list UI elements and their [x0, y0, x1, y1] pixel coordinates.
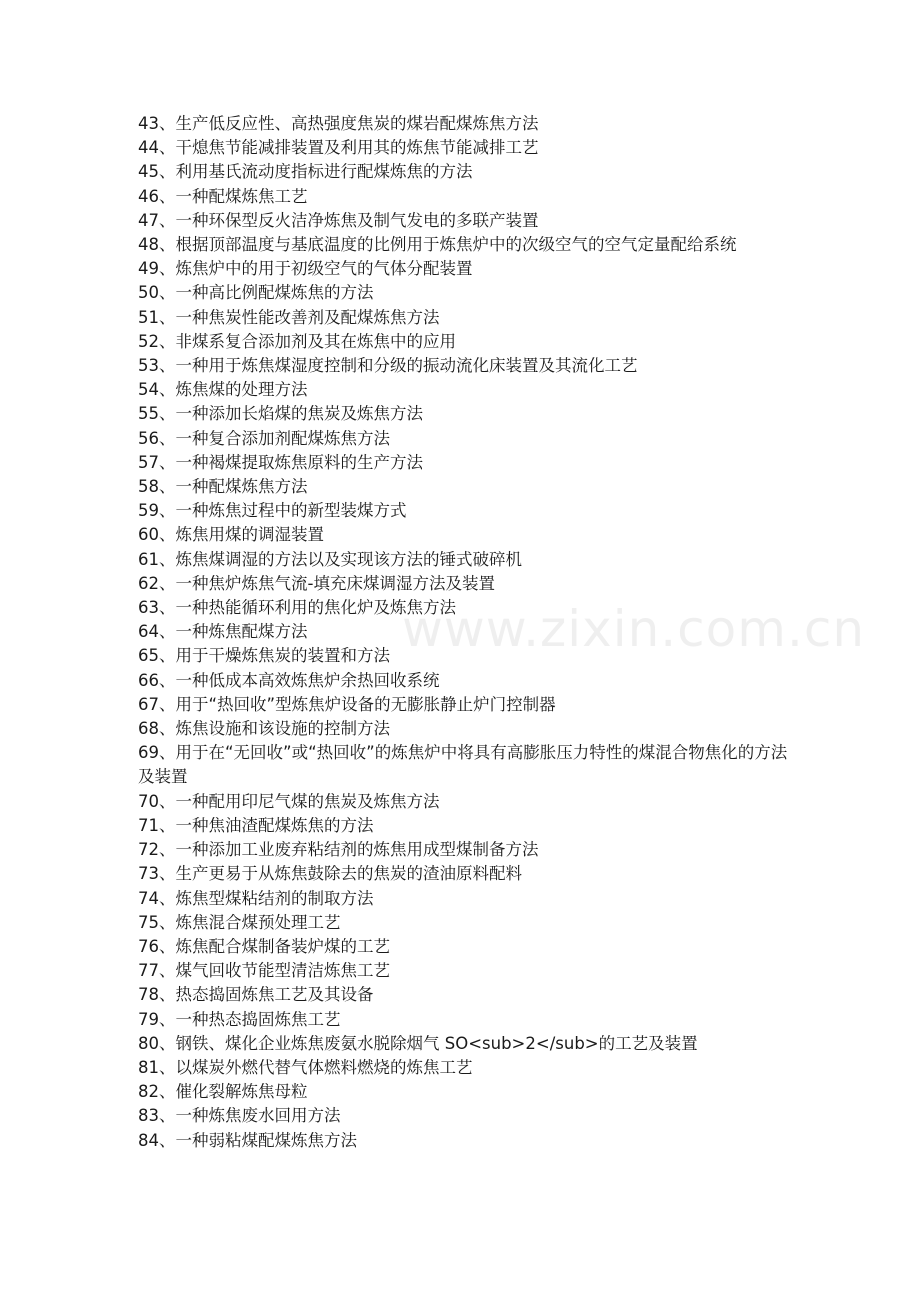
list-item: 44、干熄焦节能减排装置及利用其的炼焦节能减排工艺 — [138, 138, 539, 158]
watermark-text: www.zixin.com.cn — [402, 600, 866, 658]
list-item: 46、一种配煤炼焦工艺 — [138, 186, 308, 206]
list-item: 81、以煤炭外燃代替气体燃料燃烧的炼焦工艺 — [138, 1057, 473, 1077]
list-item: 75、炼焦混合煤预处理工艺 — [138, 912, 341, 932]
list-item: 76、炼焦配合煤制备装炉煤的工艺 — [138, 936, 390, 956]
list-item: 54、炼焦煤的处理方法 — [138, 380, 308, 400]
list-item: 51、一种焦炭性能改善剂及配煤炼焦方法 — [138, 307, 440, 327]
list-item: 60、炼焦用煤的调湿装置 — [138, 525, 324, 545]
list-item: 64、一种炼焦配煤方法 — [138, 622, 308, 642]
list-item: 63、一种热能循环利用的焦化炉及炼焦方法 — [138, 598, 456, 618]
list-item: 72、一种添加工业废弃粘结剂的炼焦用成型煤制备方法 — [138, 840, 539, 860]
list-item: 61、炼焦煤调湿的方法以及实现该方法的锤式破碎机 — [138, 549, 522, 569]
list-item: 62、一种焦炉炼焦气流-填充床煤调湿方法及装置 — [138, 573, 495, 593]
list-item: 56、一种复合添加剂配煤炼焦方法 — [138, 428, 390, 448]
list-item: 69、用于在“无回收”或“热回收”的炼焦炉中将具有高膨胀压力特性的煤混合物焦化的方法及装置 — [138, 743, 788, 787]
list-item: 59、一种炼焦过程中的新型装煤方式 — [138, 501, 407, 521]
list-item: 55、一种添加长焰煤的焦炭及炼焦方法 — [138, 404, 423, 424]
list-item: 52、非煤系复合添加剂及其在炼焦中的应用 — [138, 331, 456, 351]
list-item: 79、一种热态捣固炼焦工艺 — [138, 1009, 341, 1029]
list-item: 82、催化裂解炼焦母粒 — [138, 1082, 308, 1102]
list-item: 80、钢铁、煤化企业炼焦废氨水脱除烟气 SO<sub>2</sub>的工艺及装置 — [138, 1033, 698, 1053]
list-item: 84、一种弱粘煤配煤炼焦方法 — [138, 1130, 357, 1150]
list-item: 83、一种炼焦废水回用方法 — [138, 1106, 341, 1126]
list-item: 73、生产更易于从炼焦鼓除去的焦炭的渣油原料配料 — [138, 864, 522, 884]
list-item: 68、炼焦设施和该设施的控制方法 — [138, 719, 390, 739]
list-item: 47、一种环保型反火洁净炼焦及制气发电的多联产装置 — [138, 210, 539, 230]
list-item: 53、一种用于炼焦煤湿度控制和分级的振动流化床装置及其流化工艺 — [138, 356, 638, 376]
list-item: 66、一种低成本高效炼焦炉余热回收系统 — [138, 670, 440, 690]
list-item: 57、一种褐煤提取炼焦原料的生产方法 — [138, 452, 423, 472]
list-item: 67、用于“热回收”型炼焦炉设备的无膨胀静止炉门控制器 — [138, 694, 556, 714]
list-item: 48、根据顶部温度与基底温度的比例用于炼焦炉中的次级空气的空气定量配给系统 — [138, 235, 737, 255]
list-item: 43、生产低反应性、高热强度焦炭的煤岩配煤炼焦方法 — [138, 114, 539, 133]
list-item: 71、一种焦油渣配煤炼焦的方法 — [138, 815, 374, 835]
list-item: 45、利用基氏流动度指标进行配煤炼焦的方法 — [138, 162, 473, 182]
list-item: 49、炼焦炉中的用于初级空气的气体分配装置 — [138, 259, 473, 279]
list-item: 78、热态捣固炼焦工艺及其设备 — [138, 985, 374, 1005]
list-item: 58、一种配煤炼焦方法 — [138, 477, 308, 497]
list-item: 74、炼焦型煤粘结剂的制取方法 — [138, 888, 374, 908]
list-item: 50、一种高比例配煤炼焦的方法 — [138, 283, 374, 303]
list-item: 77、煤气回收节能型清洁炼焦工艺 — [138, 961, 390, 981]
patent-list — [138, 112, 788, 1153]
list-item: 70、一种配用印尼气煤的焦炭及炼焦方法 — [138, 791, 440, 811]
list-item: 65、用于干燥炼焦炭的装置和方法 — [138, 646, 390, 666]
